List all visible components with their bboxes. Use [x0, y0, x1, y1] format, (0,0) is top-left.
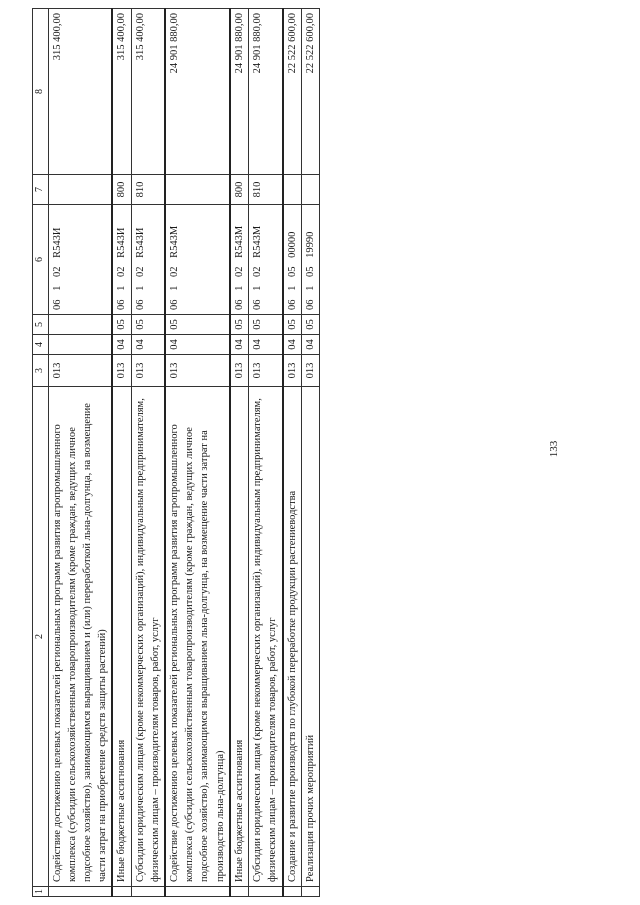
header-cell: 8: [33, 9, 49, 175]
page-number: 133: [548, 440, 560, 458]
header-cell: 3: [33, 355, 49, 387]
row-vr: 800: [230, 175, 249, 205]
row-csr: 06 1 02 R543И: [48, 205, 112, 315]
row-name: Иные бюджетные ассигнования: [230, 387, 249, 887]
row-vr: [165, 175, 230, 205]
row-grbs: 013: [112, 355, 131, 387]
row-name: Иные бюджетные ассигнования: [112, 387, 131, 887]
row-pr: 05: [131, 315, 165, 335]
row-name: Субсидии юридическим лицам (кроме некоммерческих организаций), индивидуальным предпринимателям, физическим лицам – производителям товаров, работ, услуг: [249, 387, 283, 887]
row-name: Реализация прочих мероприятий: [301, 387, 319, 887]
row-pr: 05: [283, 315, 302, 335]
header-cell: 2: [33, 387, 49, 887]
row-amount: 315 400,00: [131, 9, 165, 175]
row-amount: 22 522 600,00: [283, 9, 302, 175]
row-rz: 04: [249, 335, 283, 355]
row-grbs: 013: [230, 355, 249, 387]
row-pr: 05: [112, 315, 131, 335]
row-csr: 06 1 02 R543И: [112, 205, 131, 315]
row-pr: 05: [230, 315, 249, 335]
row-csr: 06 1 02 R543И: [131, 205, 165, 315]
header-cell: 1: [33, 887, 49, 897]
table-row: [112, 9, 131, 897]
row-amount: 315 400,00: [112, 9, 131, 175]
row-grbs: 013: [301, 355, 319, 387]
row-vr: 810: [249, 175, 283, 205]
row-grbs: 013: [48, 355, 112, 387]
row-pr: 05: [301, 315, 319, 335]
header-cell: 4: [33, 335, 49, 355]
table-row: [301, 9, 319, 897]
table-row: [283, 9, 302, 897]
row-vr: [48, 175, 112, 205]
row-vr: 810: [131, 175, 165, 205]
row-csr: 06 1 02 R543М: [230, 205, 249, 315]
table-row: [131, 9, 165, 897]
row-pr: [48, 315, 112, 335]
row-grbs: 013: [131, 355, 165, 387]
row-name: Содействие достижению целевых показателей региональных программ развития агропромышленного комплекса (субсидии сельскохозяйственным товаропроизводителям (кроме граждан, ведущих личное подсобное хозяйство), занимающимся выращиванием и (или) переработкой льна-долгунца, на возмещение части затрат на приобретение средств защиты растений): [48, 387, 112, 887]
row-vr: [283, 175, 302, 205]
row-rz: 04: [230, 335, 249, 355]
budget-table: [32, 8, 320, 897]
row-amount: 24 901 880,00: [230, 9, 249, 175]
row-name: Субсидии юридическим лицам (кроме некоммерческих организаций), индивидуальным предпринимателям, физическим лицам – производителям товаров, работ, услуг: [131, 387, 165, 887]
row-vr: 800: [112, 175, 131, 205]
row-name: Содействие достижению целевых показателей региональных программ развития агропромышленного комплекса (субсидии сельскохозяйственным товаропроизводителям (кроме граждан, ведущих личное подсобное хозяйство), занимающимся выращиванием льна-долгунца, на возмещение части затрат на производство льна-долгунца): [165, 387, 230, 887]
row-vr: [301, 175, 319, 205]
row-amount: 24 901 880,00: [249, 9, 283, 175]
row-amount: 22 522 600,00: [301, 9, 319, 175]
row-rz: [48, 335, 112, 355]
row-grbs: 013: [165, 355, 230, 387]
row-rz: 04: [283, 335, 302, 355]
row-csr: 06 1 05 19990: [301, 205, 319, 315]
row-csr: 06 1 02 R543М: [249, 205, 283, 315]
header-cell: 7: [33, 175, 49, 205]
header-cell: 6: [33, 205, 49, 315]
row-amount: 315 400,00: [48, 9, 112, 175]
row-pr: 05: [249, 315, 283, 335]
table-row: [48, 9, 112, 897]
row-grbs: 013: [283, 355, 302, 387]
header-row: [33, 9, 49, 897]
row-rz: 04: [165, 335, 230, 355]
row-rz: 04: [301, 335, 319, 355]
row-amount: 24 901 880,00: [165, 9, 230, 175]
row-rz: 04: [131, 335, 165, 355]
row-pr: 05: [165, 315, 230, 335]
table-row: [230, 9, 249, 897]
row-grbs: 013: [249, 355, 283, 387]
row-csr: 06 1 05 00000: [283, 205, 302, 315]
table-row: [249, 9, 283, 897]
row-name: Создание и развитие производств по глубокой переработке продукции растениеводства: [283, 387, 302, 887]
table-row: [165, 9, 230, 897]
row-csr: 06 1 02 R543М: [165, 205, 230, 315]
header-cell: 5: [33, 315, 49, 335]
row-rz: 04: [112, 335, 131, 355]
